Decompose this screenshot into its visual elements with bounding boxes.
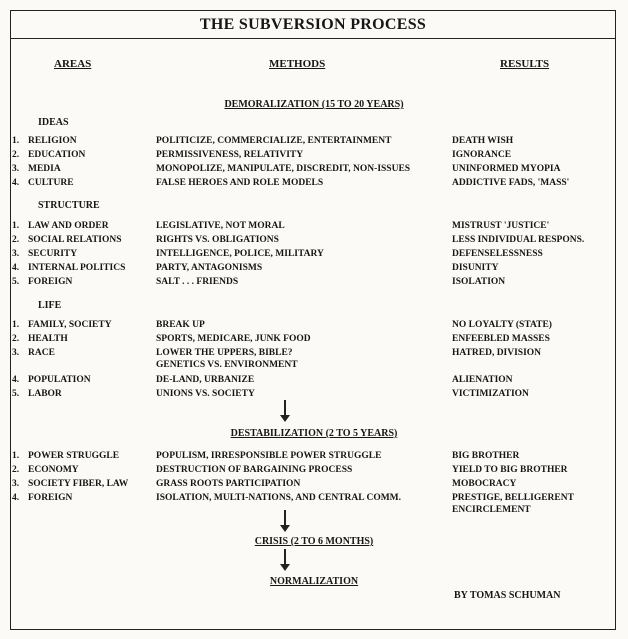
row-result: VICTIMIZATION [452,389,529,399]
row-number: 4. [12,375,20,385]
row-number: 2. [12,465,20,475]
header-areas: AREAS [54,58,92,70]
header-methods: METHODS [269,58,326,70]
stage-normalization: NORMALIZATION [269,576,359,587]
row-method: LOWER THE UPPERS, BIBLE? [156,348,293,358]
row-number: 3. [12,348,20,358]
row-method: RIGHTS VS. OBLIGATIONS [156,235,279,245]
row-area: FOREIGN [28,493,73,503]
row-number: 3. [12,249,20,259]
table-row [0,388,628,402]
row-result: ALIENATION [452,375,513,385]
row-number: 3. [12,479,20,489]
row-result: ENFEEBLED MASSES [452,334,550,344]
row-method: ISOLATION, MULTI-NATIONS, AND CENTRAL COMM. [156,493,402,503]
table-row [0,135,628,149]
table-row [0,149,628,163]
row-area: SOCIETY FIBER, LAW [28,479,129,489]
row-method: BREAK UP [156,320,205,330]
row-area: ECONOMY [28,465,79,475]
row-area: POPULATION [28,375,91,385]
row-number: 1. [12,451,20,461]
row-result-continued: ENCIRCLEMENT [452,505,531,515]
row-method: DE-LAND, URBANIZE [156,375,255,385]
row-method: PARTY, ANTAGONISMS [156,263,263,273]
row-method: SALT . . . FRIENDS [156,277,239,287]
row-area: SOCIAL RELATIONS [28,235,122,245]
group-label-life: LIFE [38,300,62,311]
table-row [0,464,628,478]
row-area: CULTURE [28,178,74,188]
row-method: MONOPOLIZE, MANIPULATE, DISCREDIT, NON-ISSUES [156,164,411,174]
row-result: LESS INDIVIDUAL RESPONS. [452,235,585,245]
row-method: POLITICIZE, COMMERCIALIZE, ENTERTAINMENT [156,136,392,146]
row-result: DEFENSELESSNESS [452,249,543,259]
row-method: FALSE HEROES AND ROLE MODELS [156,178,324,188]
row-method: POPULISM, IRRESPONSIBLE POWER STRUGGLE [156,451,382,461]
row-method-continued: GENETICS VS. ENVIRONMENT [156,360,298,370]
row-number: 2. [12,334,20,344]
row-area: RELIGION [28,136,77,146]
row-method: LEGISLATIVE, NOT MORAL [156,221,285,231]
row-result: PRESTIGE, BELLIGERENT [452,493,574,503]
down-arrow-icon [280,400,290,422]
row-number: 4. [12,263,20,273]
stage-destabilization: DESTABILIZATION (2 TO 5 YEARS) [230,428,398,439]
row-area: POWER STRUGGLE [28,451,120,461]
row-result: IGNORANCE [452,150,512,160]
group-label-ideas: IDEAS [38,117,69,128]
table-row [0,220,628,234]
row-area: LAW AND ORDER [28,221,109,231]
row-area: RACE [28,348,55,358]
row-area: FAMILY, SOCIETY [28,320,112,330]
row-method: INTELLIGENCE, POLICE, MILITARY [156,249,324,259]
row-area: EDUCATION [28,150,86,160]
row-number: 1. [12,136,20,146]
table-row-continuation [0,504,628,518]
stage-demoralization: DEMORALIZATION (15 TO 20 YEARS) [224,99,404,110]
row-method: GRASS ROOTS PARTICIPATION [156,479,301,489]
row-number: 2. [12,235,20,245]
row-method: PERMISSIVENESS, RELATIVITY [156,150,304,160]
row-area: LABOR [28,389,62,399]
group-label-structure: STRUCTURE [38,200,100,211]
row-number: 3. [12,164,20,174]
row-method: UNIONS VS. SOCIETY [156,389,255,399]
row-number: 5. [12,277,20,287]
row-area: INTERNAL POLITICS [28,263,126,273]
table-row [0,262,628,276]
row-result: BIG BROTHER [452,451,520,461]
table-row [0,374,628,388]
row-result: YIELD TO BIG BROTHER [452,465,568,475]
row-result: ADDICTIVE FADS, 'MASS' [452,178,570,188]
row-method: SPORTS, MEDICARE, JUNK FOOD [156,334,311,344]
table-row [0,450,628,464]
stage-crisis: CRISIS (2 TO 6 MONTHS) [254,536,374,547]
row-result: DISUNITY [452,263,499,273]
table-row [0,333,628,347]
table-row [0,319,628,333]
row-number: 1. [12,221,20,231]
row-number: 4. [12,178,20,188]
down-arrow-icon [280,549,290,571]
author-credit: BY TOMAS SCHUMAN [454,590,561,601]
down-arrow-icon [280,510,290,532]
document-title: THE SUBVERSION PROCESS [11,11,615,39]
table-row [0,234,628,248]
row-area: MEDIA [28,164,61,174]
row-result: HATRED, DIVISION [452,348,542,358]
row-result: ISOLATION [452,277,506,287]
table-row-continuation [0,359,628,373]
row-number: 5. [12,389,20,399]
row-result: UNINFORMED MYOPIA [452,164,561,174]
row-number: 1. [12,320,20,330]
table-row [0,163,628,177]
row-result: MOBOCRACY [452,479,517,489]
row-number: 4. [12,493,20,503]
row-result: DEATH WISH [452,136,514,146]
table-row [0,276,628,290]
row-area: FOREIGN [28,277,73,287]
row-method: DESTRUCTION OF BARGAINING PROCESS [156,465,353,475]
header-results: RESULTS [500,58,550,70]
table-row [0,177,628,191]
table-row [0,478,628,492]
row-number: 2. [12,150,20,160]
row-result: MISTRUST 'JUSTICE' [452,221,550,231]
table-row [0,248,628,262]
row-result: NO LOYALTY (STATE) [452,320,552,330]
row-area: HEALTH [28,334,68,344]
row-area: SECURITY [28,249,78,259]
